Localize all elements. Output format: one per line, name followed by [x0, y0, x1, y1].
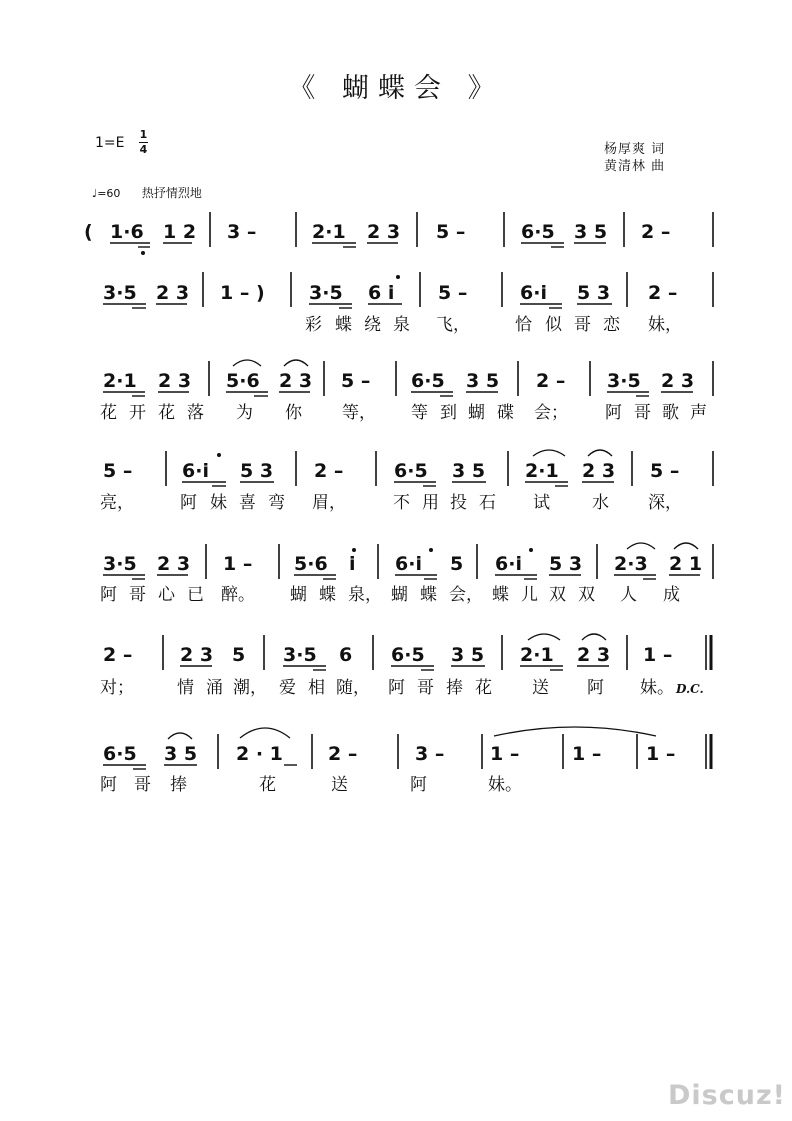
- lyric: 眉，: [312, 493, 346, 513]
- lyric: 用: [422, 493, 439, 513]
- note-group: 5 –: [436, 221, 466, 243]
- lyric: 成: [663, 585, 680, 605]
- lyric: 潮，: [233, 678, 267, 698]
- note-group: 3 5: [574, 221, 608, 243]
- lyric: 不: [393, 493, 410, 513]
- lyric: 泉，: [348, 585, 382, 605]
- lyric: 妹。: [640, 678, 674, 698]
- watermark-logo: Discuz!: [668, 1080, 786, 1111]
- lyric: 蝶: [335, 315, 352, 335]
- note-group: 5 3: [240, 460, 274, 482]
- note-group: 3 5: [451, 644, 485, 666]
- lyric: 情: [177, 678, 194, 698]
- lyric: 似: [545, 315, 562, 335]
- lyric: 深，: [648, 493, 682, 513]
- lyric: 蝶: [492, 585, 509, 605]
- note-group: 2 3: [577, 644, 611, 666]
- lyric: 捧: [446, 678, 463, 698]
- note-group: 1 –: [643, 644, 673, 666]
- lyric: 蝴: [468, 403, 485, 423]
- lyric: 亮，: [100, 493, 134, 513]
- slur: [674, 543, 698, 549]
- lyric: 送: [331, 775, 348, 795]
- da-capo-mark: D.C.: [676, 682, 704, 696]
- slur: [582, 634, 606, 640]
- lyric: 爱: [279, 678, 296, 698]
- note-group: 2 3: [279, 370, 313, 392]
- note-group: 6·5: [103, 743, 137, 765]
- note-group: 2 · 1: [236, 743, 283, 765]
- note-group: 3·5: [607, 370, 641, 392]
- lyric: 飞，: [436, 315, 470, 335]
- lyric: 为: [236, 403, 253, 423]
- lyric: 蝴: [391, 585, 408, 605]
- lyric: 声: [690, 403, 707, 423]
- lyric: 蝶: [319, 585, 336, 605]
- time-denominator: 4: [139, 143, 148, 156]
- note-group: 5 3: [577, 282, 611, 304]
- low-octave-dot: [141, 251, 145, 255]
- lyric: 哥: [634, 403, 651, 423]
- note-group: 6 i: [368, 282, 395, 304]
- note-group: 2·1: [312, 221, 346, 243]
- high-octave-dot: [429, 548, 433, 552]
- lyric: 对；: [100, 678, 134, 698]
- note-group: i: [349, 553, 356, 575]
- lyric: 儿: [521, 585, 538, 605]
- lyric: 花: [100, 403, 117, 423]
- note-group: 2·1: [103, 370, 137, 392]
- note-group: 2 –: [328, 743, 358, 765]
- note-group: 2 –: [536, 370, 566, 392]
- lyric: 阿: [410, 775, 427, 795]
- note-group: 2·3: [614, 553, 648, 575]
- lyric: 妹，: [648, 315, 682, 335]
- lyric: 阿: [180, 493, 197, 513]
- note-group: 3·5: [283, 644, 317, 666]
- lyric: 等: [411, 403, 428, 423]
- note-group: 6·5: [391, 644, 425, 666]
- lyric: 会，: [449, 585, 483, 605]
- lyric: 到: [440, 403, 457, 423]
- slur: [494, 727, 656, 736]
- slur: [233, 360, 261, 366]
- lyric: 阿: [100, 585, 117, 605]
- lyric: 恋: [603, 315, 620, 335]
- staff-row-1: [84, 212, 713, 255]
- staff-row-7: [100, 727, 711, 795]
- note-group: 5 –: [103, 460, 133, 482]
- slur: [284, 360, 308, 366]
- lyric: 人: [620, 585, 637, 605]
- note-group: 2 3: [158, 370, 192, 392]
- lyric: 蝴: [290, 585, 307, 605]
- note-group: (: [84, 221, 93, 243]
- lyric: 双: [578, 585, 595, 605]
- note-group: 6·5: [394, 460, 428, 482]
- lyric: 哥: [134, 775, 151, 795]
- slur: [627, 543, 655, 549]
- slur: [588, 450, 612, 456]
- lyric: 哥: [129, 585, 146, 605]
- note-group: 2 –: [641, 221, 671, 243]
- slur: [240, 728, 290, 738]
- lyric: 双: [549, 585, 566, 605]
- note-group: 6·5: [521, 221, 555, 243]
- high-octave-dot: [217, 453, 221, 457]
- note-group: 1·6: [110, 221, 144, 243]
- lyric: 蝶: [420, 585, 437, 605]
- lyric: 妹。: [488, 775, 522, 795]
- lyric: 阿: [100, 775, 117, 795]
- lyric: 花: [259, 775, 276, 795]
- lyric: 哥: [417, 678, 434, 698]
- lyric: 阿: [605, 403, 622, 423]
- staff-row-3: [100, 360, 713, 423]
- note-group: 2 3: [157, 553, 191, 575]
- lyric: 花: [475, 678, 492, 698]
- note-group: 3 5: [466, 370, 500, 392]
- lyric: 阿: [388, 678, 405, 698]
- lyric: 阿: [587, 678, 604, 698]
- staff-row-2: [103, 272, 713, 335]
- staff-row-4: [100, 450, 713, 513]
- tempo-value: ♩=60: [92, 187, 121, 200]
- note-group: 3·5: [309, 282, 343, 304]
- lyric: 已: [187, 585, 204, 605]
- composer-credit: 黄清林 曲: [604, 159, 666, 174]
- note-group: 2 3: [367, 221, 401, 243]
- lyric: 试: [533, 493, 550, 513]
- note-group: 6·i: [520, 282, 547, 304]
- note-group: 1 –: [490, 743, 520, 765]
- note-group: 5·6: [294, 553, 328, 575]
- lyricist-credit: 杨厚爽 词: [604, 142, 666, 157]
- note-group: 3 –: [227, 221, 257, 243]
- staff-row-5: [100, 543, 713, 605]
- note-group: 2 3: [582, 460, 616, 482]
- lyric: 相: [308, 678, 325, 698]
- lyric: 投: [450, 493, 467, 513]
- note-group: 2 3: [156, 282, 190, 304]
- key-signature: 1=E: [95, 135, 125, 151]
- lyric: 随，: [336, 678, 370, 698]
- note-group: 6·i: [395, 553, 422, 575]
- note-group: 5: [232, 644, 246, 666]
- lyric: 碟: [497, 403, 514, 423]
- time-numerator: 1: [139, 128, 148, 141]
- note-group: 2·1: [520, 644, 554, 666]
- note-group: 5 –: [341, 370, 371, 392]
- note-group: 2 3: [180, 644, 214, 666]
- note-group: 5·6: [226, 370, 260, 392]
- lyric: 等，: [342, 403, 376, 423]
- note-group: 1 –: [572, 743, 602, 765]
- high-octave-dot: [396, 275, 400, 279]
- slur: [528, 634, 560, 640]
- note-group: 3 –: [415, 743, 445, 765]
- note-group: 1 –: [646, 743, 676, 765]
- lyric: 哥: [574, 315, 591, 335]
- lyric: 你: [285, 403, 302, 423]
- lyric: 石: [479, 493, 496, 513]
- note-group: 2 1: [669, 553, 703, 575]
- lyric: 开: [129, 403, 146, 423]
- note-group: 6: [339, 644, 353, 666]
- slur: [533, 450, 565, 456]
- lyric: 会；: [534, 403, 568, 423]
- lyric: 彩: [305, 315, 322, 335]
- song-title: 《 蝴蝶会 》: [288, 73, 504, 104]
- lyric: 涌: [206, 678, 223, 698]
- note-group: 3·5: [103, 282, 137, 304]
- high-octave-dot: [352, 548, 356, 552]
- note-group: 2 3: [661, 370, 695, 392]
- lyric: 泉: [393, 315, 410, 335]
- lyric: 花: [158, 403, 175, 423]
- note-group: 2·1: [525, 460, 559, 482]
- slur: [168, 733, 192, 739]
- note-group: 3·5: [103, 553, 137, 575]
- lyric: 妹: [210, 493, 227, 513]
- note-group: 5 3: [549, 553, 583, 575]
- lyric: 送: [532, 678, 549, 698]
- note-group: 5 –: [438, 282, 468, 304]
- note-group: 5: [450, 553, 464, 575]
- staff-row-6: [100, 634, 711, 698]
- note-group: 3 5: [164, 743, 198, 765]
- lyric: 捧: [170, 775, 187, 795]
- lyric: 喜: [239, 493, 256, 513]
- note-group: 2 –: [103, 644, 133, 666]
- lyric: 水: [592, 493, 609, 513]
- note-group: 1 –: [223, 553, 253, 575]
- lyric: 绕: [364, 315, 381, 335]
- note-group: 1 – ): [220, 282, 265, 304]
- note-group: 6·i: [495, 553, 522, 575]
- note-group: 2 –: [648, 282, 678, 304]
- note-group: 6·i: [182, 460, 209, 482]
- lyric: 恰: [515, 315, 532, 335]
- note-group: 3 5: [452, 460, 486, 482]
- high-octave-dot: [529, 548, 533, 552]
- expression-marking: 热抒情烈地: [141, 186, 202, 200]
- note-group: 1 2: [163, 221, 197, 243]
- lyric: 心: [158, 585, 175, 605]
- lyric: 醉。: [221, 585, 255, 605]
- note-group: 2 –: [314, 460, 344, 482]
- lyric: 落: [187, 403, 204, 423]
- lyric: 弯: [268, 493, 285, 513]
- lyric: 歌: [662, 403, 679, 423]
- note-group: 5 –: [650, 460, 680, 482]
- note-group: 6·5: [411, 370, 445, 392]
